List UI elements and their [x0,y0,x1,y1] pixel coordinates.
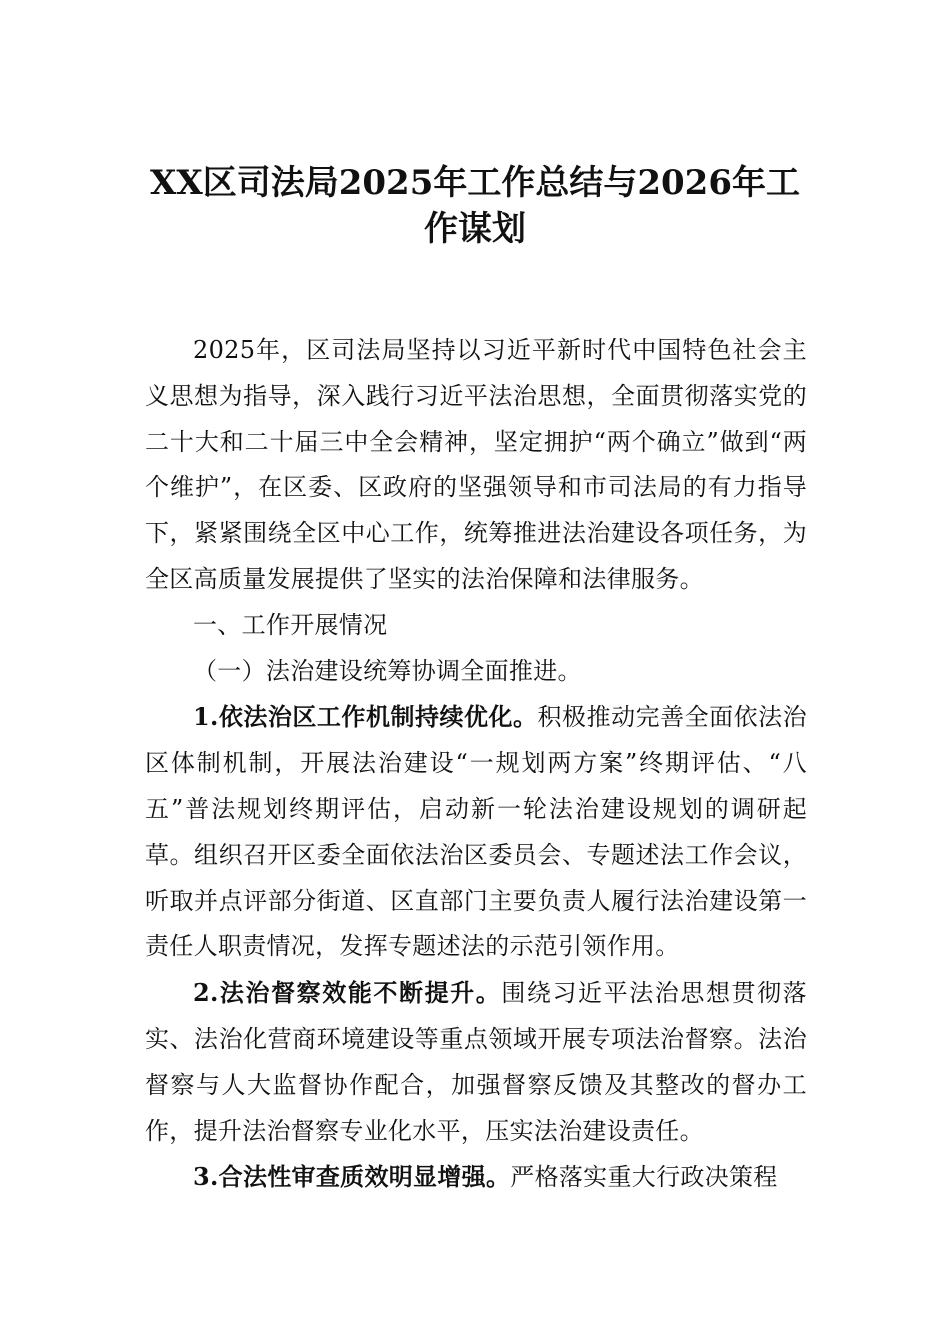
item-lead-3: 3.合法性审查质效明显增强。 [193,1162,511,1192]
subsection-heading: （一）法治建设统筹协调全面推进。 [193,656,582,685]
item-text-2: 围绕习近平法治思想贯彻落实、法治化营商环境建设等重点领域开展专项法治督察。法治督察与人大监督协作配合，加强督察反馈及其整改的督办工作，提升法治督察专业化水平，压实法治建设责任。 [145,979,807,1145]
intro-paragraph: 2025年，区司法局坚持以习近平新时代中国特色社会主义思想为指导，深入践行习近平法治思想，全面贯彻落实党的二十大和二十届三中全会精神，坚定拥护“两个确立”做到“两个维护”，在区委、区政府的坚强领导和市司法局的有力指导下，紧紧围绕全区中心工作，统筹推进法治建设各项任务，为全区高质量发展提供了坚实的法治保障和法律服务。 [145,336,807,593]
item-lead-2: 2.法治督察效能不断提升。 [193,978,502,1008]
item-paragraph-1 [145,694,807,970]
item-paragraph-3 [145,1154,807,1201]
document-title-line-1: XX区司法局2025年工作总结与2026年工 [149,163,801,203]
section-heading: 一、工作开展情况 [193,610,388,639]
item-text-3: 严格落实重大行政决策程 [510,1163,778,1192]
item-paragraph-2 [145,970,807,1154]
document-body [145,328,807,1201]
document-title-line-2: 作谋划 [424,209,526,249]
item-lead-1: 1.依法治区工作机制持续优化。 [193,702,538,732]
item-text-1: 积极推动完善全面依法治区体制机制，开展法治建设“一规划两方案”终期评估、“八五”普法规划终期评估，启动新一轮法治建设规划的调研起草。组织召开区委全面依法治区委员会、专题述法工作会议，听取并点评部分街道、区直部门主要负责人履行法治建设第一责任人职责情况，发挥专题述法的示范引领作用。 [145,703,807,961]
